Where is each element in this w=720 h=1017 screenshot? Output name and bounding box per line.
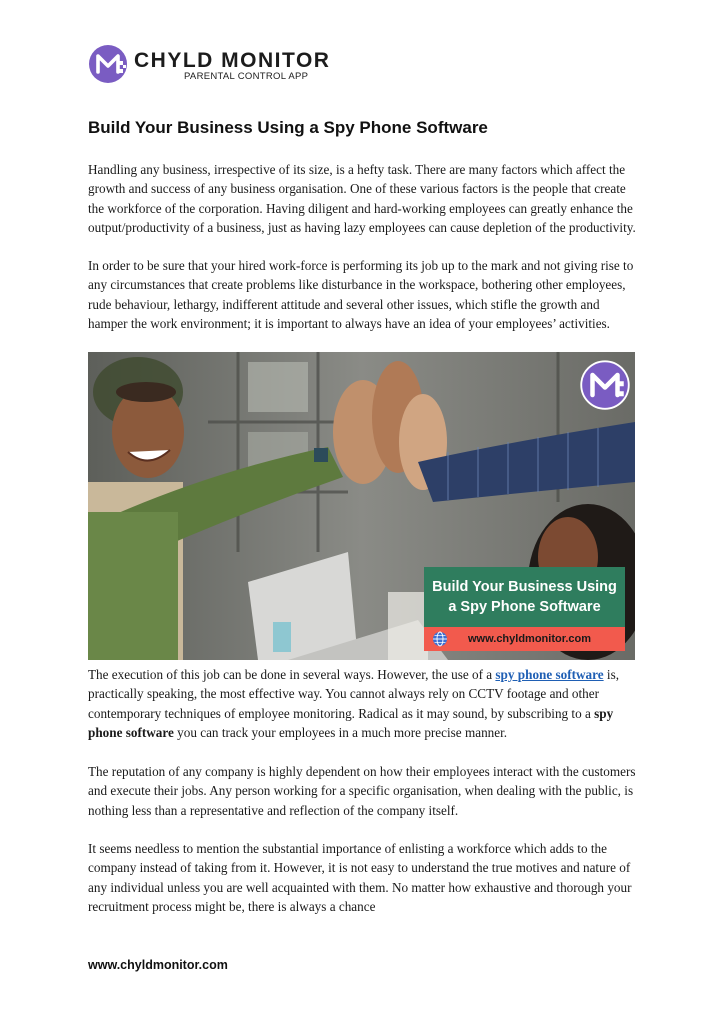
- chyld-monitor-logo-icon: [88, 44, 128, 84]
- paragraph-3: [88, 665, 638, 742]
- paragraph-4: The reputation of any company is highly dependent on how their employees interact with the customers and execute their jobs. Any person working for a specific organisation, when dealing with the public, is nothing less than a representative and reflection of the company itself.: [88, 764, 636, 818]
- spy-phone-software-link[interactable]: spy phone software: [495, 667, 604, 682]
- paragraph-3-text-middle: is, practically speaking, the most effective way. You cannot always rely on CCTV footage and other contemporary techniques of employee monitoring. Radical as it may sound, by subscribing to a: [88, 667, 620, 721]
- globe-icon: [432, 631, 448, 647]
- brand-tagline: PARENTAL CONTROL APP: [184, 71, 309, 82]
- brand-name: CHYLD MONITOR: [134, 49, 331, 72]
- banner-title: [424, 567, 625, 627]
- paragraph-2: In order to be sure that your hired work-force is performing its job up to the mark and not giving rise to any circumstances that create problems like disturbance in the workspace, bothering other employees, rude behaviour, lethargy, indifferent attitude and several other issues, which stifle the growth and hamper the work environment; it is important to always have an idea of your employees’ activities.: [88, 258, 634, 331]
- banner-url-bar: [424, 627, 625, 651]
- paragraph-3-bold-term: spy phone software: [88, 705, 614, 740]
- chyld-monitor-logo-icon-overlay: [580, 360, 630, 410]
- banner-url: www.chyldmonitor.com: [468, 633, 592, 645]
- paragraph-3-text-end: you can track your employees in a much more precise manner.: [173, 724, 508, 740]
- paragraph-5: It seems needless to mention the substantial importance of enlisting a workforce which adds to the company instead of taking from it. However, it is not easy to understand the true motives and nature of any individual unless you are well acquainted with them. No matter how exhaustive and thorough your recruitment process might be, there is always a chance: [88, 841, 632, 914]
- paragraph-1: Handling any business, irrespective of its size, is a hefty task. There are many factors which affect the growth and success of any business organisation. One of these various factors is the people that create the workforce of the corporation. Having diligent and hard-working employees can greatly enhance the output/productivity of a business, just as having lazy employees can cause depletion of the productivity.: [88, 162, 636, 235]
- paragraph-3-text-start: The execution of this job can be done in several ways. However, the use of a: [88, 667, 496, 682]
- hero-banner: [424, 567, 625, 651]
- banner-line-2: a Spy Phone Software: [448, 599, 601, 615]
- footer-url: www.chyldmonitor.com: [88, 958, 228, 972]
- brand-logo: [88, 44, 331, 88]
- hero-image: [88, 352, 635, 660]
- banner-line-1: Build Your Business Using: [432, 579, 617, 595]
- article-title: Build Your Business Using a Spy Phone Software: [88, 118, 488, 137]
